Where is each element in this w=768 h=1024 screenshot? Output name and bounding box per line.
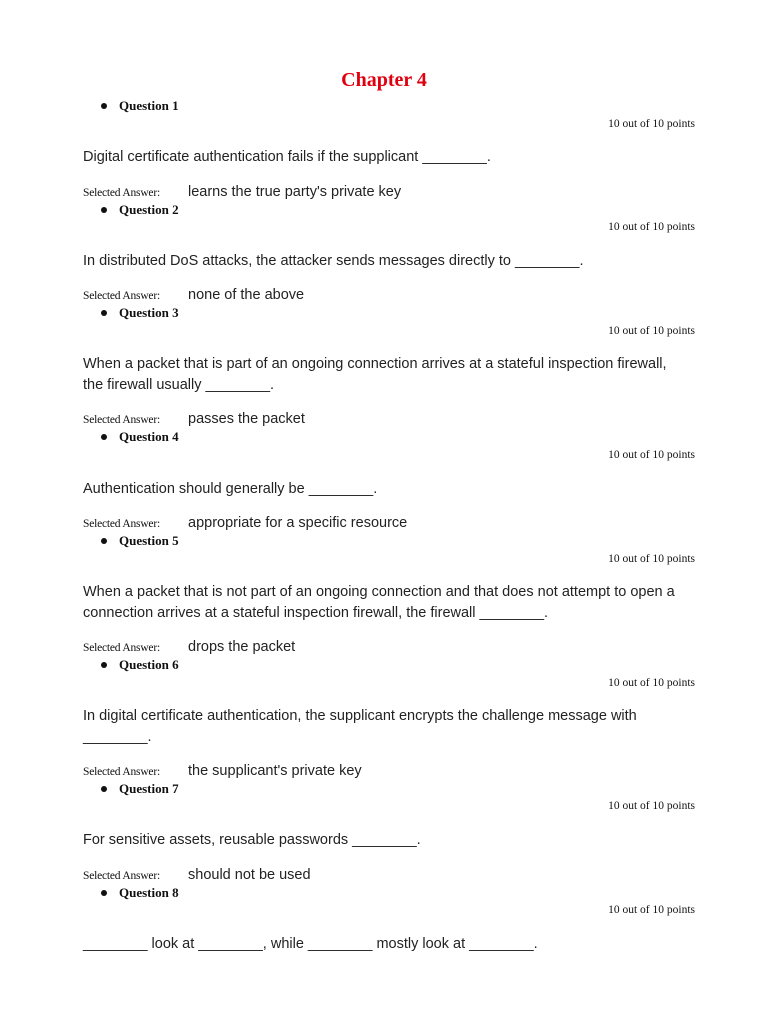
selected-answer-row: [83, 866, 703, 885]
selected-answer-label: Selected Answer:: [83, 766, 160, 778]
bullet-icon: [101, 434, 107, 440]
bullet-icon: [101, 103, 107, 109]
selected-answer-label: Selected Answer:: [83, 187, 160, 199]
question-heading-label: Question 8: [119, 885, 179, 900]
question-heading: [101, 884, 179, 902]
selected-answer-row: [83, 183, 703, 202]
question-heading-label: Question 3: [119, 305, 179, 320]
question-heading: [101, 656, 179, 674]
selected-answer-value: the supplicant's private key: [188, 763, 362, 779]
selected-answer-row: [83, 638, 703, 657]
selected-answer-value: passes the packet: [188, 411, 305, 427]
points-score: 10 out of 10 points: [608, 553, 695, 565]
selected-answer-row: [83, 762, 703, 781]
question-text: In distributed DoS attacks, the attacker sends messages directly to ________.: [83, 253, 584, 269]
bullet-icon: [101, 310, 107, 316]
selected-answer-value: appropriate for a specific resource: [188, 515, 408, 531]
bullet-icon: [101, 786, 107, 792]
selected-answer-label: Selected Answer:: [83, 414, 160, 426]
points-score: 10 out of 10 points: [608, 325, 695, 337]
question-heading-label: Question 5: [119, 533, 179, 548]
points-score: 10 out of 10 points: [608, 904, 695, 916]
selected-answer-label: Selected Answer:: [83, 642, 160, 654]
question-text: For sensitive assets, reusable passwords ________.: [83, 832, 421, 848]
bullet-icon: [101, 538, 107, 544]
question-text: When a packet that is not part of an ongoing connection and that does not attempt to open a connection arrives at a stateful inspection firewall, the firewall ________.: [83, 584, 675, 621]
bullet-icon: [101, 662, 107, 668]
points-score: 10 out of 10 points: [608, 800, 695, 812]
question-heading-label: Question 4: [119, 429, 179, 444]
question-heading: [101, 428, 179, 446]
bullet-icon: [101, 207, 107, 213]
selected-answer-value: drops the packet: [188, 639, 296, 655]
question-heading-label: Question 2: [119, 202, 179, 217]
selected-answer-row: [83, 410, 703, 429]
question-text: In digital certificate authentication, the supplicant encrypts the challenge message with ________.: [83, 708, 637, 745]
points-score: 10 out of 10 points: [608, 449, 695, 461]
points-score: 10 out of 10 points: [608, 118, 695, 130]
points-score: 10 out of 10 points: [608, 677, 695, 689]
question-heading: [101, 304, 179, 322]
selected-answer-label: Selected Answer:: [83, 290, 160, 302]
question-heading: [101, 97, 179, 115]
question-text: Digital certificate authentication fails if the supplicant ________.: [83, 149, 491, 165]
question-text: When a packet that is part of an ongoing connection arrives at a stateful inspection firewall, the firewall usually ________.: [83, 356, 667, 393]
selected-answer-value: learns the true party's private key: [188, 184, 402, 200]
page-title: Chapter 4: [341, 69, 427, 91]
selected-answer-value: should not be used: [188, 867, 311, 883]
selected-answer-label: Selected Answer:: [83, 870, 160, 882]
selected-answer-label: Selected Answer:: [83, 518, 160, 530]
question-heading: [101, 532, 179, 550]
question-heading-label: Question 7: [119, 781, 179, 796]
question-heading: [101, 201, 179, 219]
question-heading-label: Question 6: [119, 657, 179, 672]
selected-answer-row: [83, 514, 703, 533]
question-heading-label: Question 1: [119, 98, 179, 113]
bullet-icon: [101, 890, 107, 896]
points-score: 10 out of 10 points: [608, 221, 695, 233]
question-text: Authentication should generally be ________.: [83, 481, 378, 497]
selected-answer-value: none of the above: [188, 287, 305, 303]
selected-answer-row: [83, 286, 703, 305]
question-heading: [101, 780, 179, 798]
question-text: ________ look at ________, while ________ mostly look at ________.: [83, 936, 538, 952]
